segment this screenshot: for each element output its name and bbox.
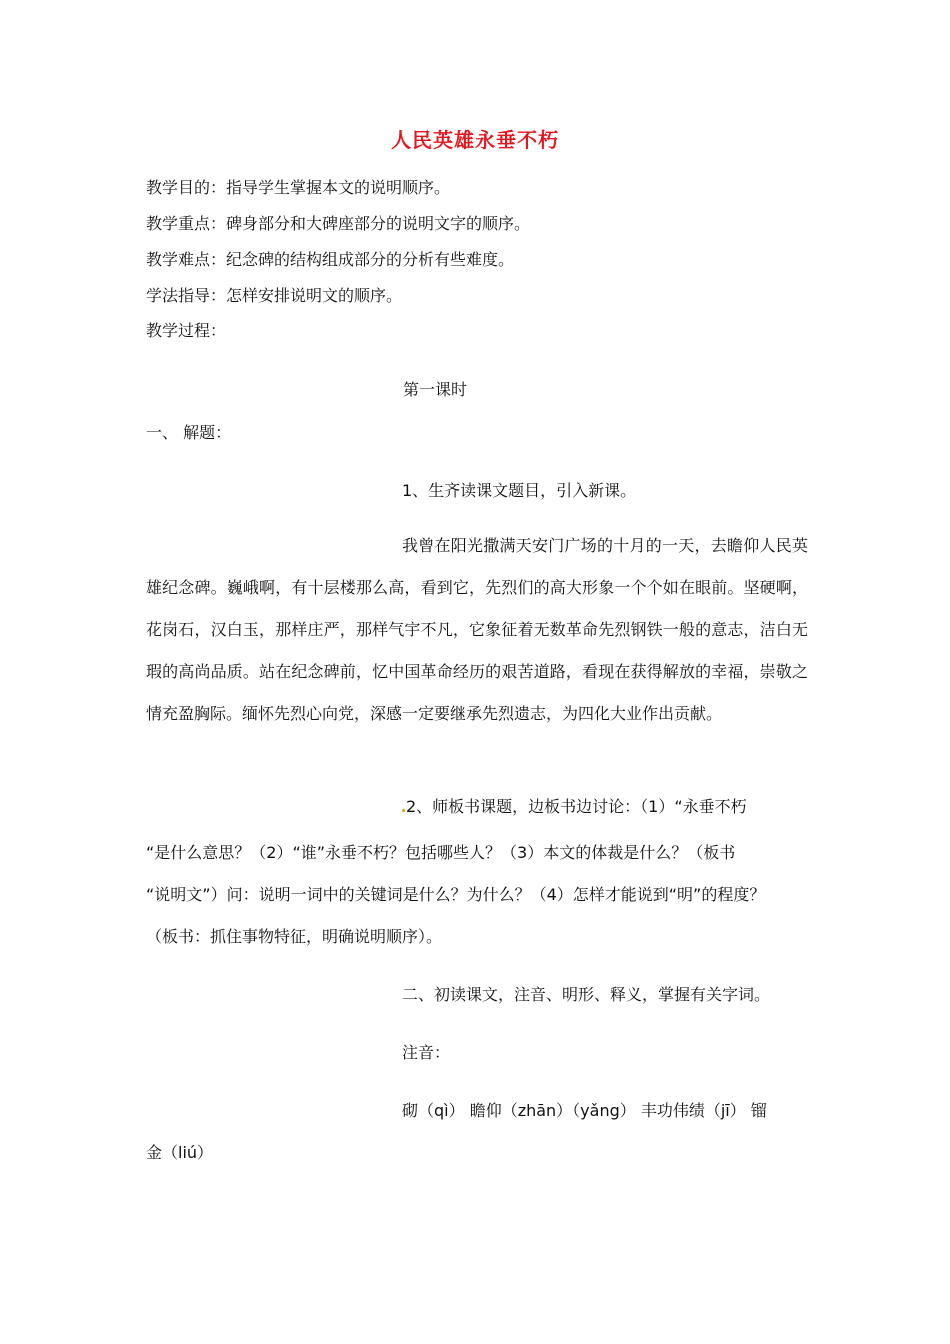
teaching-objective: 教学目的：指导学生掌握本文的说明顺序。: [146, 178, 451, 197]
step-2-line-3: “说明文”）问：说明一词中的关键词是什么？为什么？（4）怎样才能说到“明”的程度？: [146, 885, 766, 904]
lesson-heading: 第一课时: [403, 380, 468, 399]
step-2-text: 2、师板书课题，边板书边讨论：（1）“永垂不朽: [406, 797, 747, 816]
step-2-line-2: “是什么意思？（2）“谁”永垂不朽？包括哪些人？（3）本文的体裁是什么？（板书: [146, 843, 736, 862]
phonetic-line-2: 金（liú）: [146, 1143, 214, 1162]
section-2-heading: 二、初读课文，注音、明形、释义，掌握有关字词。: [402, 985, 771, 1004]
teaching-focus: 教学重点：碑身部分和大碑座部分的说明文字的顺序。: [146, 214, 531, 233]
phonetic-line-1: 砌（qì） 瞻仰（zhān）（yǎng） 丰功伟绩（jī） 镏: [402, 1101, 767, 1120]
study-guidance: 学法指导：怎样安排说明文的顺序。: [146, 286, 403, 305]
step-2-first-line: [402, 796, 747, 818]
teaching-process-label: 教学过程：: [146, 321, 227, 340]
annotation-dot-icon: [402, 809, 405, 812]
teaching-difficulty: 教学难点：纪念碑的结构组成部分的分析有些难度。: [146, 250, 515, 269]
phonetic-label: 注音：: [402, 1043, 451, 1062]
document-title: 人民英雄永垂不朽: [391, 128, 559, 152]
section-1-heading: 一、 解题：: [146, 423, 232, 442]
step-2-line-4: （板书：抓住事物特征，明确说明顺序）。: [146, 927, 443, 946]
passage-paragraph: 我曾在阳光撒满天安门广场的十月的一天，去瞻仰人民英雄纪念碑。巍峨啊，有十层楼那么高，看到它，先烈们的高大形象一个个如在眼前。坚硬啊，花岗石，汉白玉，那样庄严，那样气宇不凡，它象征着无数革命先烈钢铁一般的意志，洁白无瑕的高尚品质。站在纪念碑前，忆中国革命经历的艰苦道路，看现在获得解放的幸福，崇敬之情充盈胸际。缅怀先烈心向党，深感一定要继承先烈遗志，为四化大业作出贡献。: [146, 536, 808, 723]
step-1: 1、生齐读课文题目，引入新课。: [402, 481, 637, 500]
